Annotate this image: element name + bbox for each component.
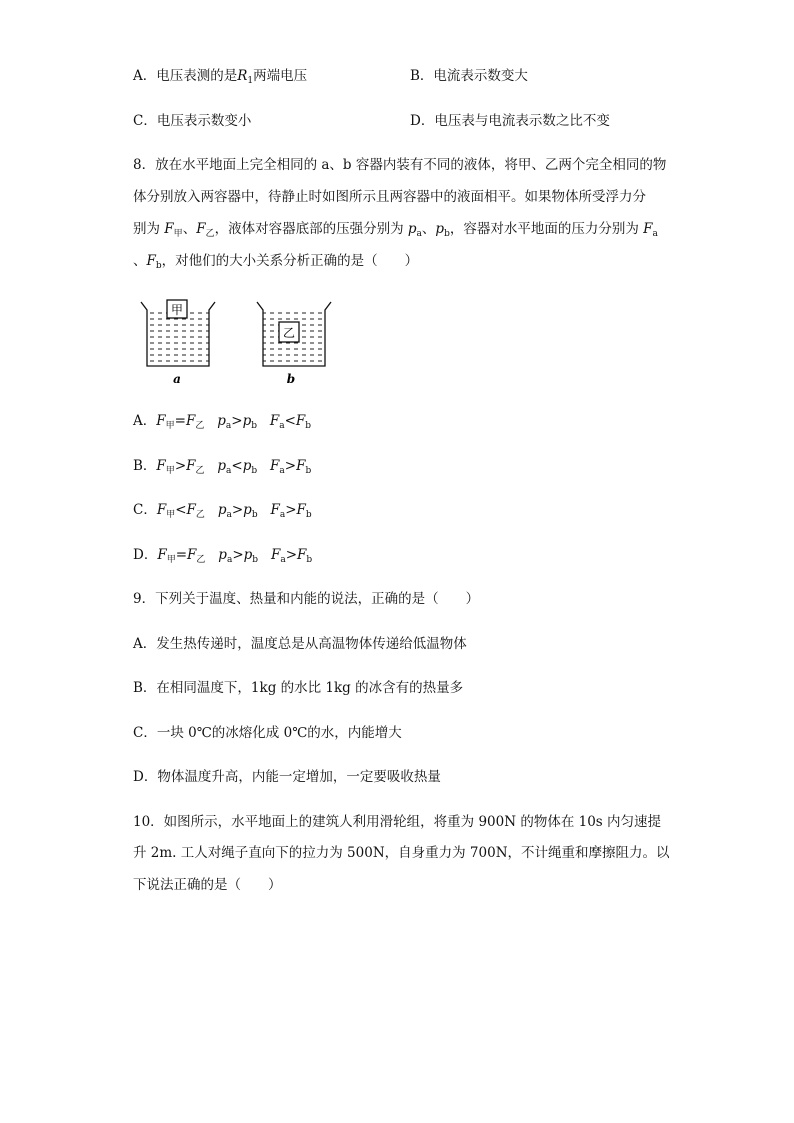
container-b-label: b [286, 372, 296, 386]
object-jia-label: 甲 [170, 303, 184, 317]
q9-option-d: D．物体温度升高，内能一定增加，一定要吸收热量 [133, 769, 441, 785]
q10-stem-line2: 升 2m. 工人对绳子直向下的拉力为 500N，自身重力为 700N，不计绳重和摩擦阻力。以 [133, 845, 670, 861]
container-b [257, 302, 331, 386]
object-yi-label: 乙 [282, 326, 296, 340]
q8-option-a: A．$F_甲=F_乙$ $p_a>p_b$ $F_a<F_b$ [133, 413, 312, 431]
q8-containers-figure [133, 292, 333, 392]
q9-stem: 9．下列关于温度、热量和内能的说法，正确的是（ ） [133, 591, 480, 607]
q7-option-d: D．电压表与电流表示数之比不变 [410, 113, 610, 129]
q8-stem-line1: 8．放在水平地面上完全相同的 a、b 容器内装有不同的液体，将甲、乙两个完全相同的物 [133, 157, 667, 173]
container-a [141, 300, 215, 386]
q8-stem-line4: 、$F_b$，对他们的大小关系分析正确的是（ ） [133, 253, 419, 271]
q7-option-b: B．电流表示数变大 [410, 68, 528, 84]
q8-option-b: B．$F_甲>F_乙$ $p_a<p_b$ $F_a>F_b$ [133, 458, 312, 476]
q8-option-c: C．$F_甲<F_乙$ $p_a>p_b$ $F_a>F_b$ [133, 502, 312, 520]
container-a-label: a [173, 372, 181, 386]
q10-stem-line1: 10．如图所示，水平地面上的建筑人利用滑轮组，将重为 900N 的物体在 10s 内匀速提 [133, 814, 662, 830]
q9-option-b: B．在相同温度下，1kg 的水比 1kg 的冰含有的热量多 [133, 680, 464, 696]
q8-option-d: D．$F_甲=F_乙$ $p_a>p_b$ $F_a>F_b$ [133, 547, 313, 565]
q8-stem-line3: 别为 $F_甲$、$F_乙$，液体对容器底部的压强分别为 $p_a$、$p_b$，容器对水平地面的压力分别为 $F_a$ [133, 221, 658, 239]
q9-option-a: A．发生热传递时，温度总是从高温物体传递给低温物体 [133, 636, 467, 652]
q9-option-c: C．一块 0℃的冰熔化成 0℃的水，内能增大 [133, 725, 402, 741]
q8-stem-line2: 体分别放入两容器中，待静止时如图所示且两容器中的液面相平。如果物体所受浮力分 [133, 189, 646, 205]
q10-stem-line3: 下说法正确的是（ ） [133, 877, 282, 893]
q7-option-c: C．电压表示数变小 [133, 113, 252, 129]
q7-option-a: A．电压表测的是$R_1$两端电压 [133, 68, 308, 86]
